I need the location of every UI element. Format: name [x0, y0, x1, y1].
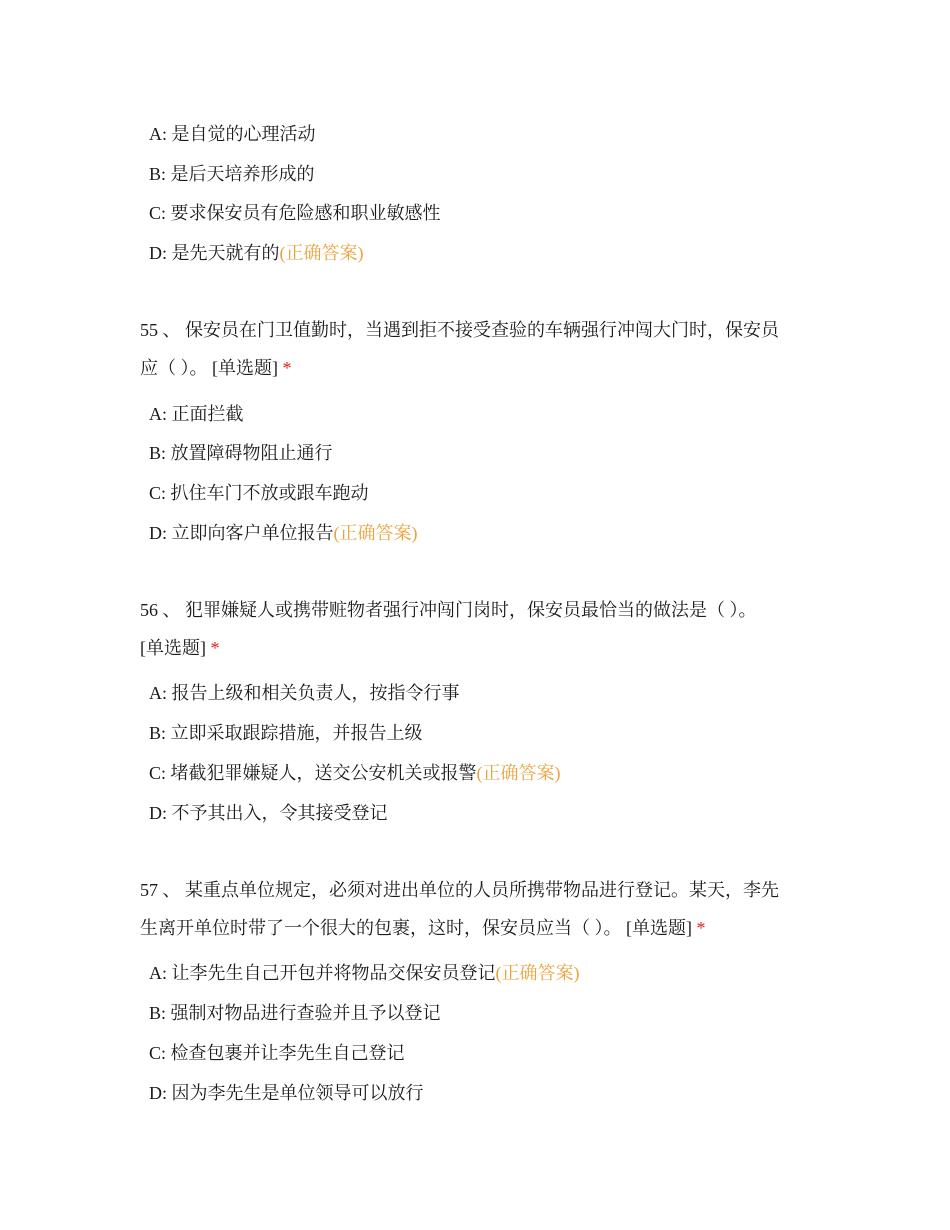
option-label: C: 检查包裹并让李先生自己登记 [149, 1043, 405, 1063]
option-label: A: 是自觉的心理活动 [149, 124, 316, 144]
correct-answer-mark: (正确答案) [495, 963, 580, 983]
required-mark: * [206, 638, 220, 658]
question-text: 生离开单位时带了一个很大的包裹，这时，保安员应当（ ）。 [单选题] [140, 918, 692, 938]
q55-option-d [149, 521, 418, 545]
correct-answer-mark: (正确答案) [476, 763, 561, 783]
q57-option-c [149, 1041, 405, 1065]
q56-option-b [149, 721, 423, 745]
q54-option-d [149, 241, 364, 265]
q56-question-line1: 56 、 犯罪嫌疑人或携带赃物者强行冲闯门岗时，保安员最恰当的做法是（ ）。 [140, 600, 757, 620]
q57-option-b [149, 1001, 441, 1025]
option-label: C: 堵截犯罪嫌疑人，送交公安机关或报警 [149, 763, 477, 783]
question-text: 应（ ）。 [单选题] [140, 358, 278, 378]
option-label: A: 报告上级和相关负责人，按指令行事 [149, 683, 460, 703]
required-mark: * [278, 358, 292, 378]
q57-option-d [149, 1081, 424, 1105]
option-label: D: 不予其出入，令其接受登记 [149, 803, 388, 823]
q55-option-a [149, 402, 244, 426]
option-label: A: 让李先生自己开包并将物品交保安员登记 [149, 963, 496, 983]
option-label: D: 是先天就有的 [149, 243, 280, 263]
q56-option-a [149, 681, 460, 705]
q55-option-c [149, 481, 369, 505]
question-text: [单选题] [140, 638, 206, 658]
option-label: D: 因为李先生是单位领导可以放行 [149, 1083, 424, 1103]
q54-option-a [149, 122, 316, 146]
correct-answer-mark: (正确答案) [333, 523, 418, 543]
option-label: B: 强制对物品进行查验并且予以登记 [149, 1003, 441, 1023]
option-label: D: 立即向客户单位报告 [149, 523, 334, 543]
q57-option-a [149, 961, 580, 985]
option-label: C: 要求保安员有危险感和职业敏感性 [149, 203, 441, 223]
option-label: C: 扒住车门不放或跟车跑动 [149, 483, 369, 503]
option-label: A: 正面拦截 [149, 404, 244, 424]
q54-option-b [149, 162, 315, 186]
q54-option-c [149, 201, 441, 225]
required-mark: * [692, 918, 706, 938]
q55-option-b [149, 441, 333, 465]
q56-option-c [149, 761, 561, 785]
q55-question-line2 [140, 356, 292, 380]
option-label: B: 是后天培养形成的 [149, 164, 315, 184]
q56-option-d [149, 801, 388, 825]
correct-answer-mark: (正确答案) [279, 243, 364, 263]
option-label: B: 立即采取跟踪措施，并报告上级 [149, 723, 423, 743]
q56-question-line2 [140, 636, 220, 660]
option-label: B: 放置障碍物阻止通行 [149, 443, 333, 463]
q55-question-line1: 55 、 保安员在门卫值勤时，当遇到拒不接受查验的车辆强行冲闯大门时，保安员 [140, 320, 779, 340]
q57-question-line2 [140, 916, 706, 940]
q57-question-line1: 57 、 某重点单位规定，必须对进出单位的人员所携带物品进行登记。某天，李先 [140, 880, 779, 900]
